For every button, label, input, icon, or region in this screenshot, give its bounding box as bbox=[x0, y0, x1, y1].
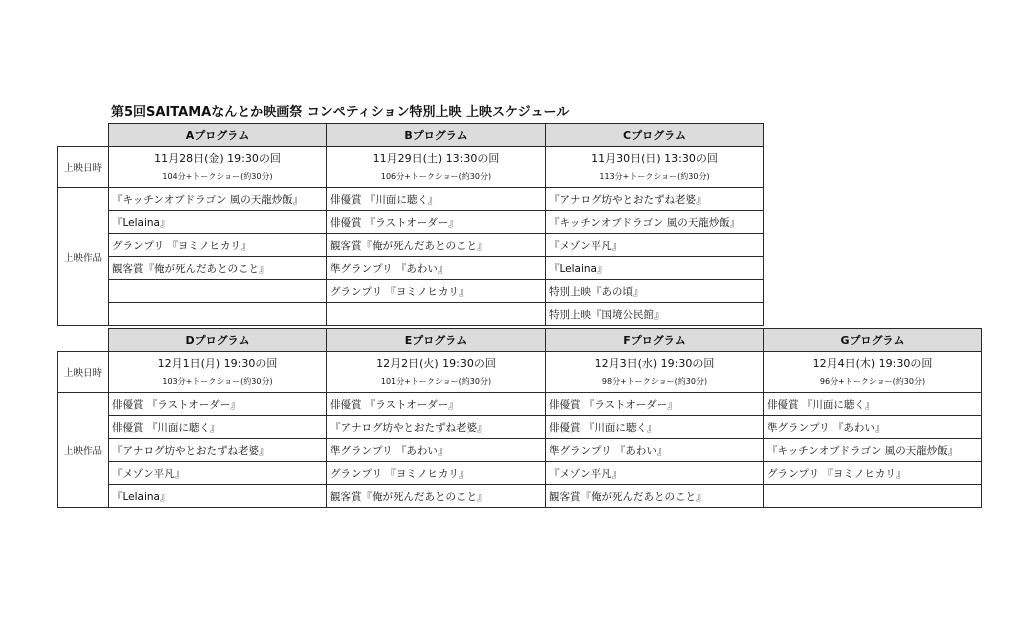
program-header: Bプログラム bbox=[327, 124, 546, 147]
screening-datetime bbox=[546, 352, 764, 393]
film-cell: 『メゾン平凡』 bbox=[109, 462, 327, 485]
film-cell: グランプリ 『ヨミノヒカリ』 bbox=[327, 462, 546, 485]
film-cell: 俳優賞 『ラストオーダー』 bbox=[327, 393, 546, 416]
program-header: Eプログラム bbox=[327, 329, 546, 352]
film-cell: 準グランプリ 『あわい』 bbox=[327, 439, 546, 462]
film-cell: 『Lelaina』 bbox=[109, 485, 327, 508]
film-cell: 俳優賞 『川面に聴く』 bbox=[327, 188, 546, 211]
program-header: Fプログラム bbox=[546, 329, 764, 352]
film-cell: 準グランプリ 『あわい』 bbox=[327, 257, 546, 280]
program-header: Cプログラム bbox=[546, 124, 764, 147]
row-label-date: 上映日時 bbox=[58, 352, 109, 393]
film-cell: 『キッチンオブドラゴン 風の天龍炒飯』 bbox=[764, 439, 982, 462]
screening-date: 12月2日(火) 19:30の回 bbox=[376, 356, 496, 370]
film-cell: 『キッチンオブドラゴン 風の天龍炒飯』 bbox=[546, 211, 764, 234]
screening-runtime: 96分+トークショー(約30分) bbox=[819, 376, 926, 386]
schedule-title: 第5回SAITAMAなんとか映画祭 コンペティション特別上映 上映スケジュール bbox=[111, 105, 570, 120]
schedule-table-1 bbox=[57, 123, 764, 326]
screening-datetime bbox=[546, 147, 764, 188]
corner-blank bbox=[58, 124, 109, 147]
schedule-table-2 bbox=[57, 328, 982, 508]
program-header: Gプログラム bbox=[764, 329, 982, 352]
film-cell: グランプリ 『ヨミノヒカリ』 bbox=[109, 234, 327, 257]
film-cell: 『Lelaina』 bbox=[109, 211, 327, 234]
film-cell: 準グランプリ 『あわい』 bbox=[764, 416, 982, 439]
program-header: Aプログラム bbox=[109, 124, 327, 147]
screening-date: 11月28日(金) 19:30の回 bbox=[154, 151, 281, 165]
screening-date: 12月4日(木) 19:30の回 bbox=[812, 356, 933, 370]
film-cell: 『アナログ坊やとおたずね老婆』 bbox=[546, 188, 764, 211]
film-cell: 観客賞『俺が死んだあとのこと』 bbox=[109, 257, 327, 280]
screening-runtime: 106分+トークショー(約30分) bbox=[380, 171, 492, 181]
film-cell: 特別上映『あの頃』 bbox=[546, 280, 764, 303]
film-cell: 特別上映『国境公民館』 bbox=[546, 303, 764, 326]
screening-runtime: 104分+トークショー(約30分) bbox=[162, 171, 273, 181]
film-cell bbox=[109, 280, 327, 303]
film-cell: 『メゾン平凡』 bbox=[546, 234, 764, 257]
screening-runtime: 101分+トークショー(約30分) bbox=[380, 376, 492, 386]
film-cell: 『Lelaina』 bbox=[546, 257, 764, 280]
screening-date: 12月1日(月) 19:30の回 bbox=[157, 356, 278, 370]
film-cell: 俳優賞 『川面に聴く』 bbox=[764, 393, 982, 416]
film-cell: 観客賞『俺が死んだあとのこと』 bbox=[327, 234, 546, 257]
screening-runtime: 103分+トークショー(約30分) bbox=[162, 376, 273, 386]
film-cell: 観客賞『俺が死んだあとのこと』 bbox=[327, 485, 546, 508]
film-cell bbox=[109, 303, 327, 326]
row-label-films: 上映作品 bbox=[58, 188, 109, 326]
screening-date: 12月3日(水) 19:30の回 bbox=[594, 356, 715, 370]
screening-date: 11月29日(土) 13:30の回 bbox=[372, 151, 500, 165]
film-cell: 俳優賞 『ラストオーダー』 bbox=[327, 211, 546, 234]
film-cell bbox=[764, 485, 982, 508]
screening-datetime bbox=[327, 147, 546, 188]
film-cell: 俳優賞 『川面に聴く』 bbox=[546, 416, 764, 439]
film-cell: 『アナログ坊やとおたずね老婆』 bbox=[327, 416, 546, 439]
film-cell: 準グランプリ 『あわい』 bbox=[546, 439, 764, 462]
film-cell: グランプリ 『ヨミノヒカリ』 bbox=[764, 462, 982, 485]
screening-runtime: 98分+トークショー(約30分) bbox=[601, 376, 708, 386]
screening-date: 11月30日(日) 13:30の回 bbox=[591, 151, 718, 165]
film-cell: 『メゾン平凡』 bbox=[546, 462, 764, 485]
film-cell: 観客賞『俺が死んだあとのこと』 bbox=[546, 485, 764, 508]
film-cell: 『キッチンオブドラゴン 風の天龍炒飯』 bbox=[109, 188, 327, 211]
film-cell: 『アナログ坊やとおたずね老婆』 bbox=[109, 439, 327, 462]
screening-runtime: 113分+トークショー(約30分) bbox=[599, 171, 710, 181]
screening-datetime bbox=[764, 352, 982, 393]
corner-blank bbox=[58, 329, 109, 352]
program-header: Dプログラム bbox=[109, 329, 327, 352]
screening-datetime bbox=[109, 147, 327, 188]
film-cell: 俳優賞 『ラストオーダー』 bbox=[109, 393, 327, 416]
film-cell: 俳優賞 『川面に聴く』 bbox=[109, 416, 327, 439]
film-cell bbox=[327, 303, 546, 326]
film-cell: グランプリ 『ヨミノヒカリ』 bbox=[327, 280, 546, 303]
film-cell: 俳優賞 『ラストオーダー』 bbox=[546, 393, 764, 416]
screening-datetime bbox=[327, 352, 546, 393]
screening-datetime bbox=[109, 352, 327, 393]
row-label-date: 上映日時 bbox=[58, 147, 109, 188]
row-label-films: 上映作品 bbox=[58, 393, 109, 508]
